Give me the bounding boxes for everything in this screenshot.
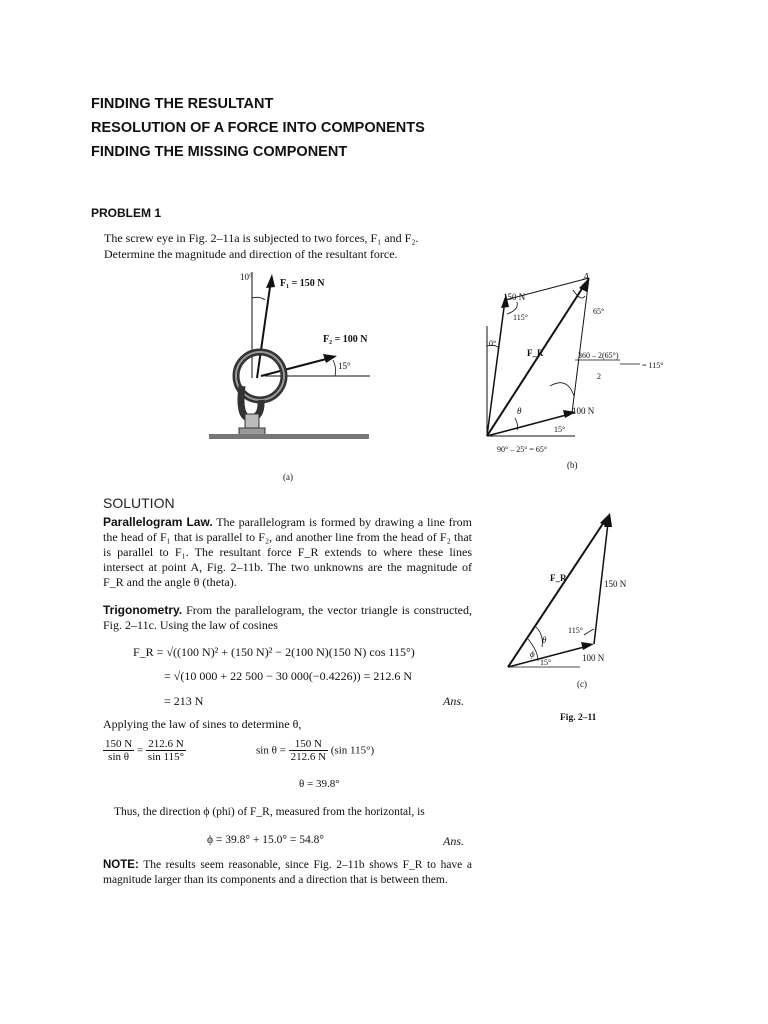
figure-a-caption: (a) — [283, 472, 293, 482]
sines-numerator-1: 150 N — [105, 738, 133, 750]
figure-b-angle-15: 15° — [554, 425, 566, 434]
problem-label: PROBLEM 1 — [91, 206, 162, 220]
figure-b-f2-label: 100 N — [572, 406, 595, 416]
figure-a-screw-eye — [205, 268, 400, 483]
figure-b-f1-label: 150 N — [503, 292, 526, 302]
figure-c-fr-label: F_R — [550, 573, 567, 583]
figure-b-parallelogram — [475, 268, 675, 478]
figure-a-f2-label: F₂ = 100 N — [323, 334, 368, 345]
sines-numerator-2: 212.6 N — [146, 738, 186, 751]
figure-b-formula-result: = 115° — [642, 361, 664, 370]
problem-statement — [104, 230, 419, 262]
note-paragraph — [103, 858, 472, 888]
figure-b-theta: θ — [517, 406, 522, 416]
trig-title: Trigonometry. — [103, 603, 183, 617]
figure-b-formula-top: 360 – 2(65°) — [578, 351, 619, 360]
figure-b-caption: (b) — [567, 460, 578, 470]
problem-line-2: Determine the magnitude and direction of the resultant force. — [104, 247, 398, 261]
figure-c-angle-15: 15° — [540, 658, 552, 667]
figure-c-f1-label: 150 N — [604, 579, 627, 589]
law-of-sines-intro: Applying the law of sines to determine θ, — [103, 717, 302, 731]
sin-theta-denominator: 212.6 N — [290, 751, 327, 763]
figure-a-angle-top: 10° — [240, 272, 253, 282]
sines-denominator-2: sin 115° — [147, 751, 184, 763]
figure-c-caption: (c) — [577, 679, 587, 689]
figure-b-formula-bottom: 2 — [597, 372, 601, 381]
note-label: NOTE: — [103, 859, 139, 871]
answer-label-1: Ans. — [443, 694, 464, 708]
note-text: The results seem reasonable, since Fig. 2–11b shows F_R to have a magnitude larger than its components and a direction that is between them. — [103, 859, 472, 886]
figure-c-phi: ϕ — [530, 649, 535, 659]
theta-result: θ = 39.8° — [299, 778, 340, 790]
answer-label-2: Ans. — [443, 834, 464, 848]
heading-missing-component: FINDING THE MISSING COMPONENT — [91, 144, 348, 160]
equation-cosines-3: = 213 N — [164, 694, 204, 708]
heading-resolution: RESOLUTION OF A FORCE INTO COMPONENTS — [91, 120, 425, 136]
figure-c-f2-label: 100 N — [582, 653, 605, 663]
figure-b-angle-65: 65° — [593, 307, 605, 316]
figure-c-theta: θ — [542, 635, 547, 645]
figure-c-fig-label: Fig. 2–11 — [560, 713, 597, 723]
figure-b-bottom-formula: 90° – 25° = 65° — [497, 445, 548, 454]
figure-b-point-a: A — [583, 272, 590, 283]
sin-theta-lhs: sin θ = — [256, 744, 286, 757]
equation-cosines-1: F_R = √((100 N)² + (150 N)² − 2(100 N)(150 N) cos 115°) — [133, 645, 415, 659]
problem-line-1: The screw eye in Fig. 2–11a is subjected to two forces, F₁ and F₂. — [104, 231, 419, 245]
sin-theta-rhs: (sin 115°) — [330, 744, 375, 757]
figure-a-f1-label: F₁ = 150 N — [280, 278, 325, 289]
figure-a-angle-right: 15° — [338, 361, 351, 371]
parallelogram-text: The parallelogram is formed by drawing a line from the head of F₁ that is parallel to F₂, and another line from the head of F₂ that is parallel to F₁. The resultant force F_R extends to where these lines intersect at point A, Fig. 2–11b. The two unknowns are the magnitude of F_R and the angle θ (theta). — [103, 515, 472, 589]
direction-text: Thus, the direction ϕ (phi) of F_R, measured from the horizontal, is — [114, 806, 425, 818]
figure-c-vector-triangle — [500, 505, 665, 730]
figure-b-angle-10: 10° — [485, 339, 497, 348]
figure-b-angle-115: 115° — [513, 313, 528, 322]
trig-text: From the parallelogram, the vector triangle is constructed, Fig. 2–11c. Using the law of cosines — [103, 603, 473, 632]
phi-result: ϕ = 39.8° + 15.0° = 54.8° — [207, 834, 324, 846]
figure-b-fr-label: F_R — [527, 348, 544, 358]
parallelogram-paragraph — [103, 515, 472, 590]
sin-theta-equation — [256, 738, 374, 763]
trigonometry-paragraph — [103, 603, 472, 633]
parallelogram-title: Parallelogram Law. — [103, 515, 213, 529]
sines-denominator-1: sin θ — [108, 751, 130, 763]
figure-c-angle-115: 115° — [568, 626, 583, 635]
solution-title: SOLUTION — [103, 495, 175, 511]
heading-finding-resultant: FINDING THE RESULTANT — [91, 96, 274, 112]
law-of-sines-equation: $\frac{150 N}{\text{sin θ}}$ = $\frac{212.6 N}{\sin 115^\circ}$ — [105, 738, 184, 763]
sin-theta-numerator: 150 N — [289, 738, 328, 751]
equation-cosines-2: = √(10 000 + 22 500 − 30 000(−0.4226)) = 212.6 N — [164, 669, 413, 683]
